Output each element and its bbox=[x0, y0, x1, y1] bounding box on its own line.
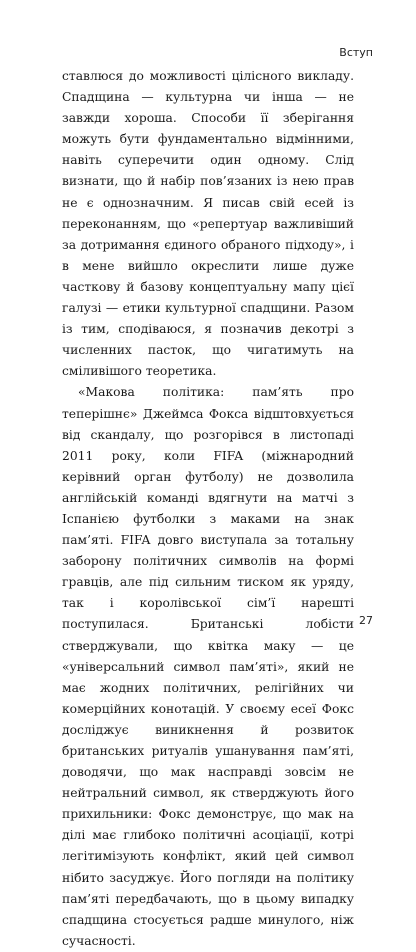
running-head: Вступ bbox=[339, 46, 373, 59]
paragraph: «Макова політика: пам’ять про теперішнє» Джеймса Фокса відштовхується від скандалу, що розгорівся в листопаді 2011 року, коли FIFA (міжнародний керівний орган футболу) не дозволила англійській команді вдягнути на матчі з Іспанією футболки з маками на знак пам’яті. FIFA довго виступала за тотальну заборону політичних символів на формі гравців, але під сильним тиском як уряду, так і королівської сім’ї нарешті поступилася. Британські лобісти стверджували, що квітка маку — це «універсальний символ пам’яті», який не має жодних політичних, релігійних чи комерційних конотацій. У своєму есеї Фокс досліджує виникнення й розвиток британських ритуалів ушанування пам’яті, доводячи, що мак насправді зовсім не нейтральний символ, як стверджують його прихильники: Фокс демонструє, що мак на ділі має глибоко політичні асоціації, котрі легітимізують конфлікт, який цей символ нібито засуджує. Його погляди на політику пам’яті передбачають, що в цьому випадку спадщина стосується радше минулого, ніж сучасності. bbox=[62, 385, 354, 948]
body-text bbox=[62, 66, 354, 952]
page-number: 27 bbox=[359, 614, 373, 627]
paragraph: ставлюся до можливості цілісного викладу. Спадщина — культурна чи інша — не завжди хороша. Способи її зберігання можуть бути фундаментально відмінними, навіть суперечити один одному. Слід визнати, що й набір пов’язаних із нею прав не є однозначним. Я писав свій есей із переконанням, що «репертуар важливіший за дотримання єдиного обраного підходу», і в мене вийшло окреслити лише дуже часткову й базову концептуальну мапу цієї галузі — етики культурної спадщини. Разом із тим, сподіваюся, я позначив декотрі з численних пасток, що чигатимуть на сміливішого теоретика. bbox=[62, 69, 354, 379]
